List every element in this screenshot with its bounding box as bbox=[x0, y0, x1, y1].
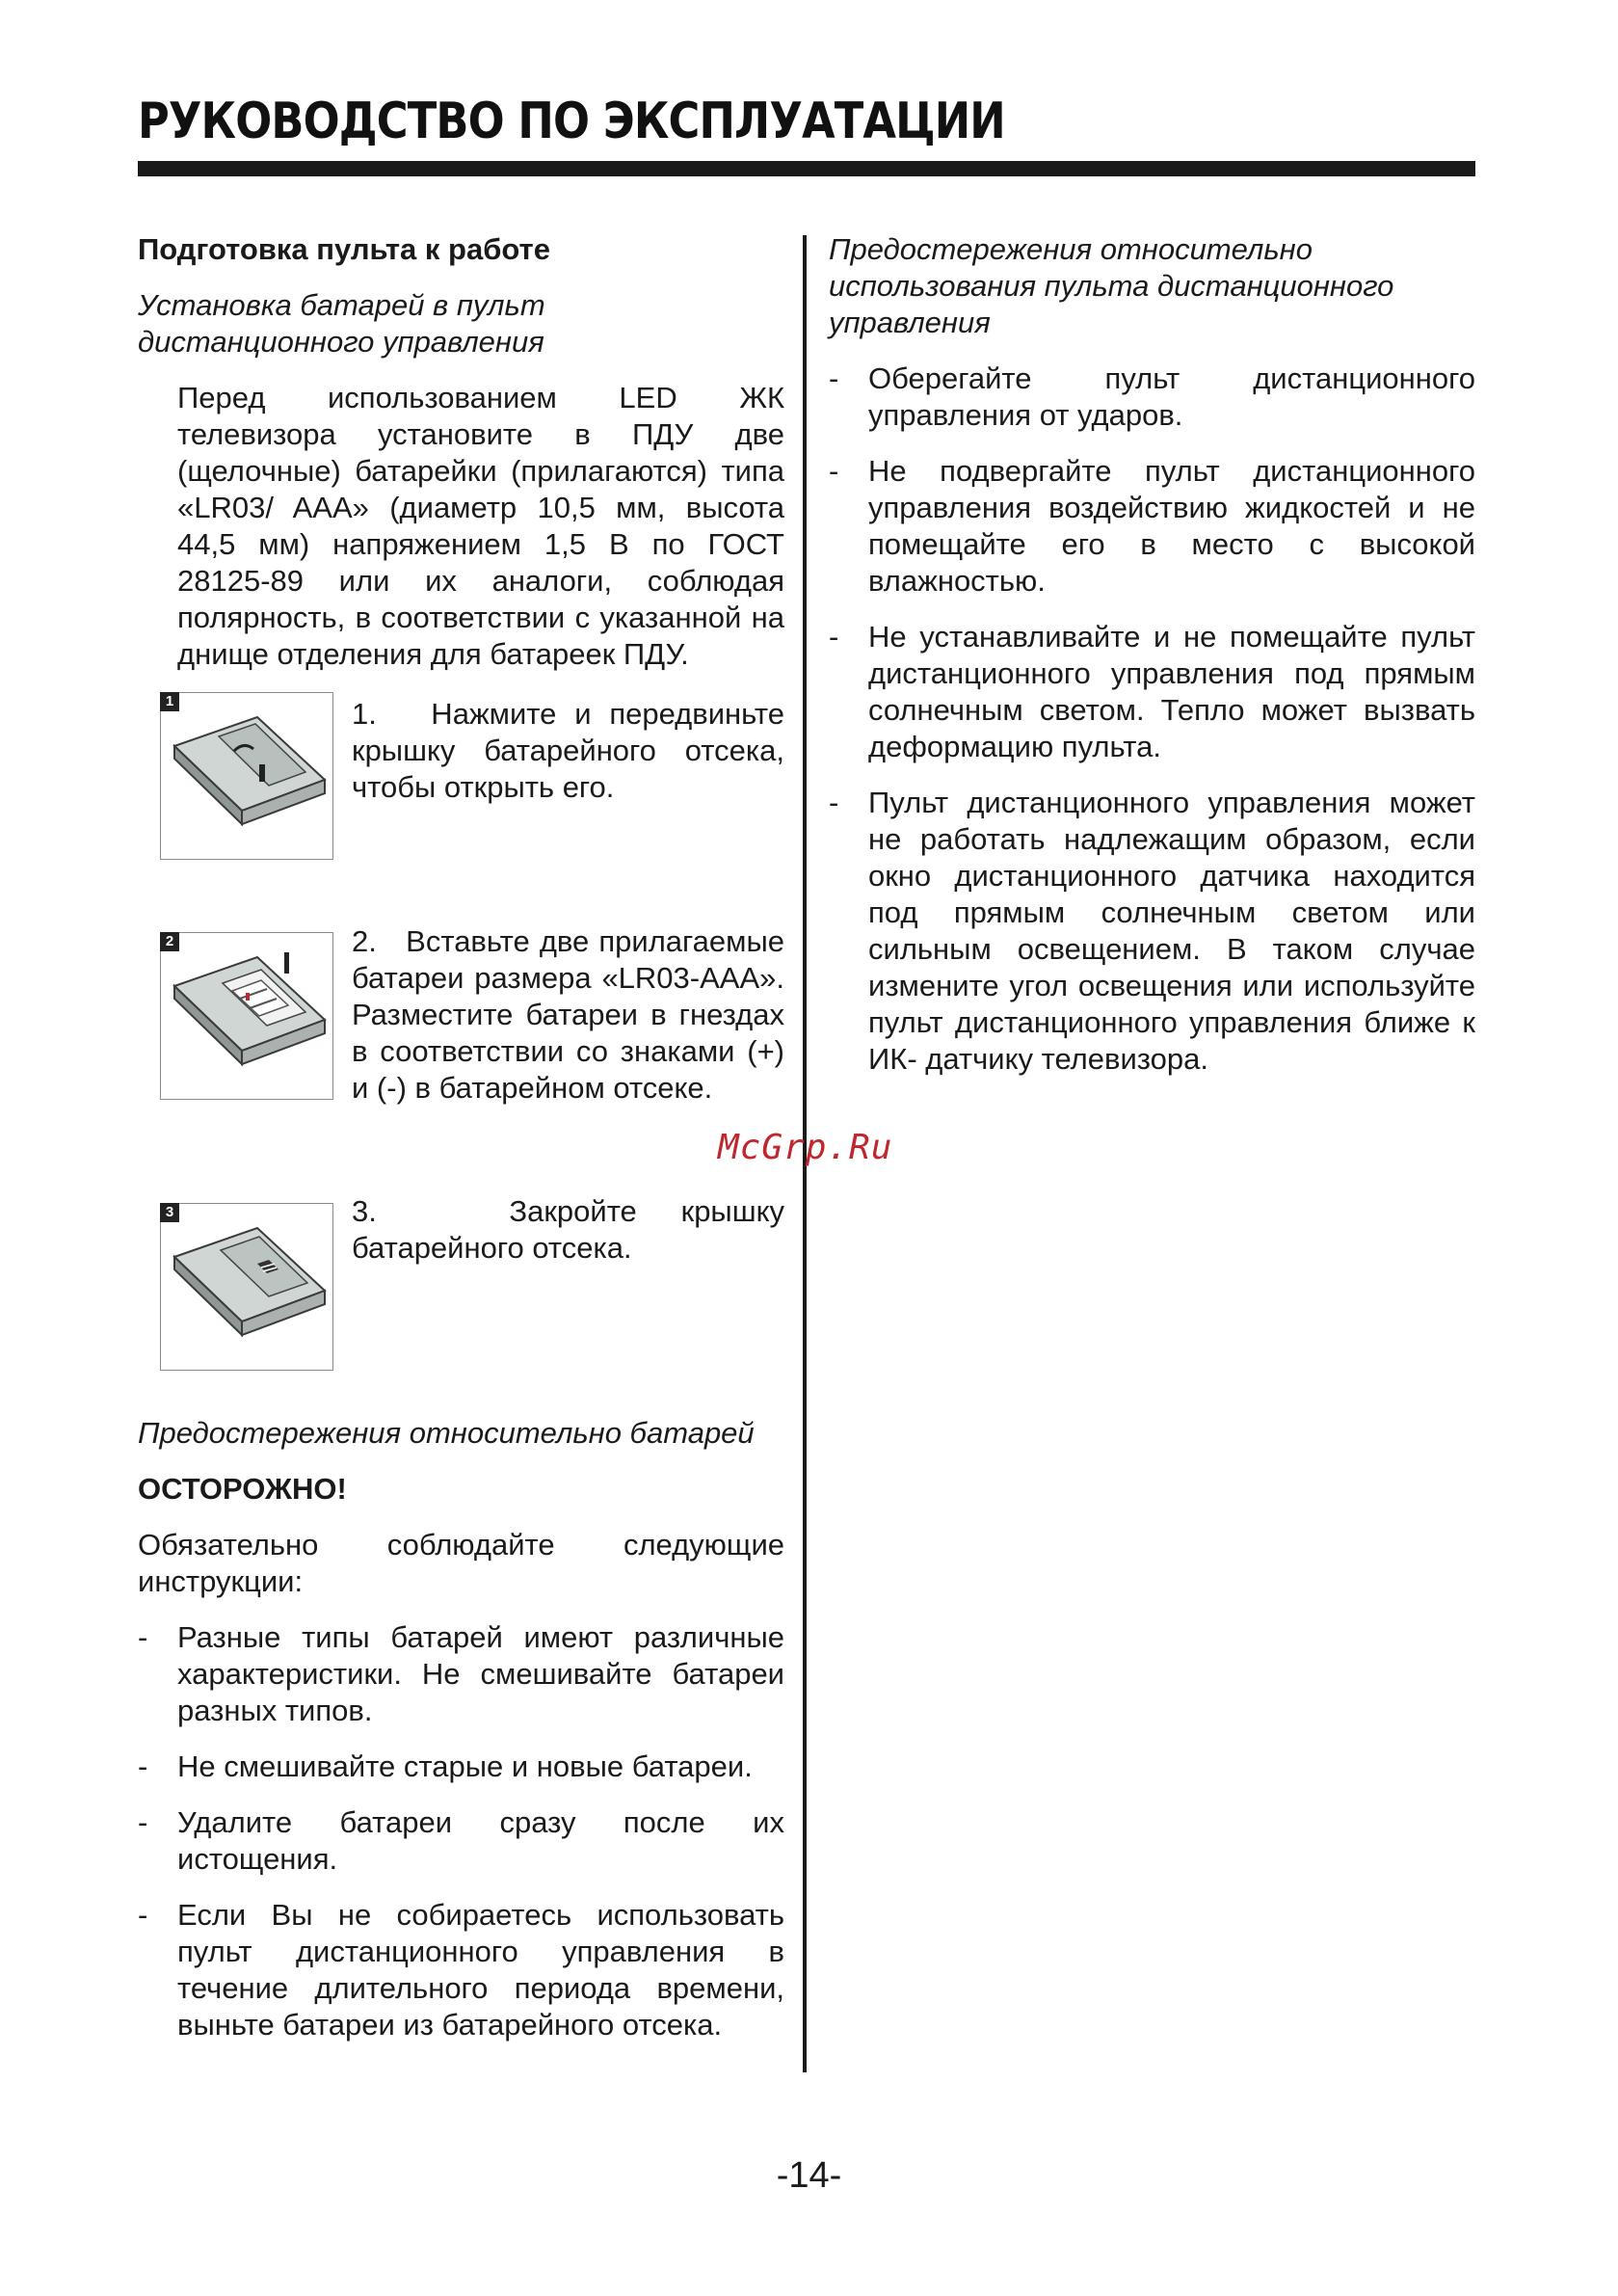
instruction-intro: Обязательно соблюдайте следующие инструкции: bbox=[138, 1528, 784, 1598]
warning-label: ОСТОРОЖНО! bbox=[138, 1472, 347, 1506]
list-item: - Если Вы не собираетесь использовать пульт дистанционного управления в течение длительного периода времени, выньте батареи из батарейного отсека. bbox=[138, 1897, 784, 2043]
remote-close-cover-illustration bbox=[160, 1203, 333, 1371]
remote-open-cover-icon bbox=[161, 693, 332, 859]
section-heading: Подготовка пульта к работе bbox=[138, 232, 550, 266]
list-item: - Не подвергайте пульт дистанционного управления воздействию жидкостей и не помещайте его в место с высокой влажностью. bbox=[829, 453, 1475, 600]
step-badge: 2 bbox=[160, 932, 179, 951]
remote-caution-list bbox=[829, 360, 1475, 1078]
left-column bbox=[138, 231, 784, 2063]
remote-insert-batteries-icon bbox=[161, 933, 332, 1099]
list-item: - Удалите батареи сразу после их истощения. bbox=[138, 1804, 784, 1878]
remote-caution-heading: Предостережения относительно использования пульта дистанционного управления bbox=[829, 232, 1394, 339]
list-item: - Не устанавливайте и не помещайте пульт дистанционного управления под прямым солнечным светом. Тепло может вызвать деформацию пульта. bbox=[829, 619, 1475, 765]
page-title: РУКОВОДСТВО ПО ЭКСПЛУАТАЦИИ bbox=[138, 93, 1005, 150]
step-badge: 1 bbox=[160, 692, 179, 711]
watermark: McGrp.Ru bbox=[718, 1128, 893, 1167]
battery-install-intro: Перед использованием LED ЖК телевизора установите в ПДУ две (щелочные) батарейки (прилагаются) типа «LR03/ AAA» (диаметр 10,5 мм, высота 44,5 мм) напряжением 1,5 В по ГОСТ 28125-89 или их аналоги, соблюдая полярность, в соответствии с указанной на днище отделения для батареек ПДУ. bbox=[177, 381, 784, 671]
list-item: - Не смешивайте старые и новые батареи. bbox=[138, 1749, 784, 1785]
list-item: - Пульт дистанционного управления может не работать надлежащим образом, если окно дистанционного датчика находится под прямым солнечным светом или сильным освещением. В таком случае измените угол освещения или используйте пульт дистанционного управления ближе к ИК- датчику телевизора. bbox=[829, 785, 1475, 1078]
title-rule bbox=[138, 161, 1475, 176]
remote-open-cover-illustration bbox=[160, 692, 333, 860]
page-number: -14- bbox=[776, 2155, 842, 2196]
battery-caution-heading: Предостережения относительно батарей bbox=[138, 1416, 755, 1450]
step-2-text: 2. Вставьте две прилагаемые батареи размера «LR03-AAA». Разместите батареи в гнездах в соответствии со знаками (+) и (-) в батарейном отсеке. bbox=[352, 924, 784, 1105]
step-1-text: 1. Нажмите и передвиньте крышку батарейного отсека, чтобы открыть его. bbox=[352, 697, 784, 804]
step-badge: 3 bbox=[160, 1203, 179, 1222]
battery-install-subheading: Установка батарей в пульт дистанционного управления bbox=[138, 288, 545, 359]
step-3-text: 3. Закройте крышку батарейного отсека. bbox=[352, 1194, 784, 1265]
remote-close-cover-icon bbox=[161, 1204, 332, 1370]
list-item: - Разные типы батарей имеют различные характеристики. Не смешивайте батареи разных типов. bbox=[138, 1619, 784, 1729]
list-item: - Оберегайте пульт дистанционного управления от ударов. bbox=[829, 360, 1475, 434]
battery-caution-list bbox=[138, 1619, 784, 2043]
remote-insert-batteries-illustration bbox=[160, 932, 333, 1100]
right-column bbox=[829, 231, 1475, 1097]
